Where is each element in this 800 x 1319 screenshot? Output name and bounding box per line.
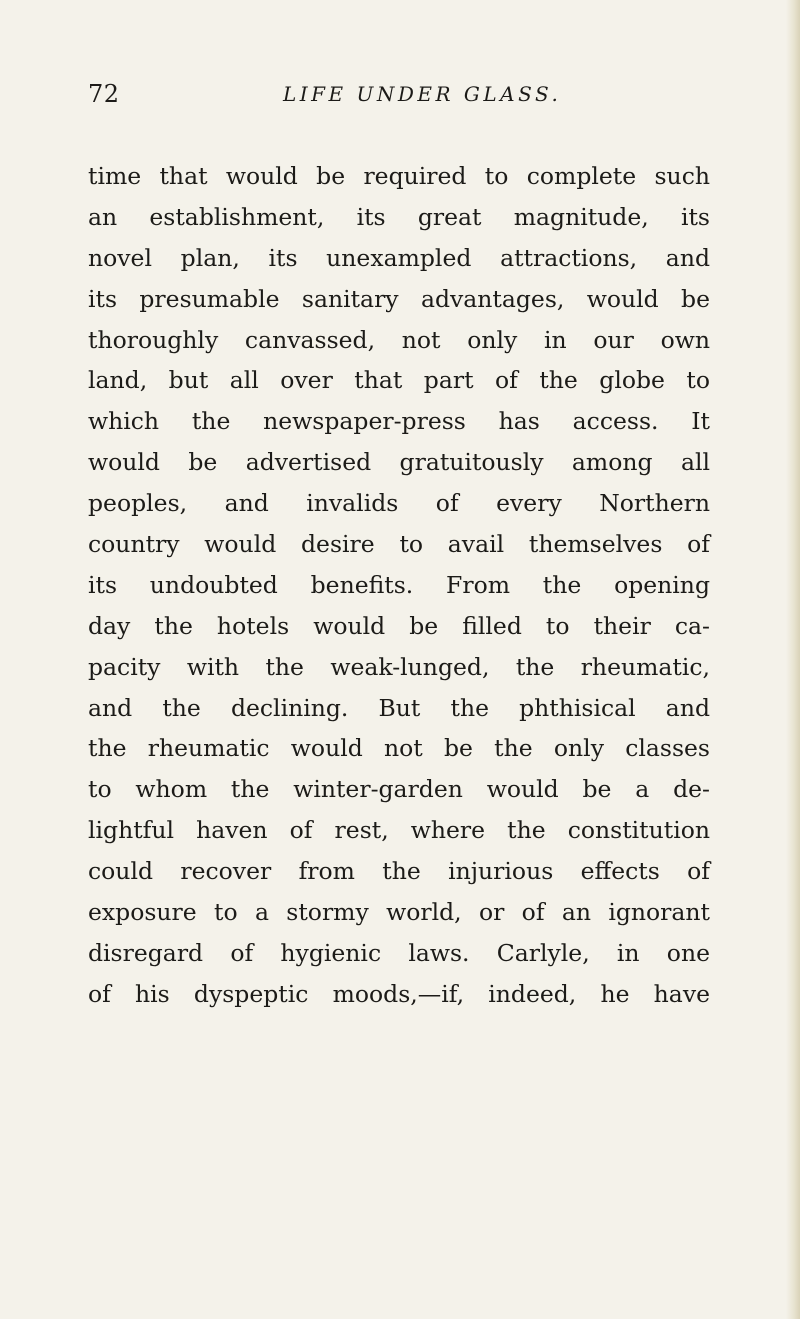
text-line: country would desire to avail themselves of — [88, 530, 710, 559]
text-line: day the hotels would be filled to their ca- — [88, 611, 710, 640]
text-line: its undoubted benefits. From the opening — [88, 570, 710, 599]
text-line: of his dyspeptic moods,—if, indeed, he have — [88, 979, 710, 1008]
text-line: time that would be required to complete such — [88, 162, 710, 190]
text-line: exposure to a stormy world, or of an ignorant — [88, 898, 710, 927]
text-line: lightful haven of rest, where the constitution — [88, 816, 710, 845]
text-line: an establishment, its great magnitude, its — [88, 202, 710, 231]
text-line: peoples, and invalids of every Northern — [88, 489, 710, 518]
text-line: its presumable sanitary advantages, would be — [88, 284, 710, 313]
text-line: would be advertised gratuitously among all — [88, 448, 710, 477]
text-line: the rheumatic would not be the only classes — [88, 734, 710, 763]
text-line: and the declining. But the phthisical and — [88, 693, 710, 722]
text-line: novel plan, its unexampled attractions, and — [88, 243, 710, 272]
text-line: disregard of hygienic laws. Carlyle, in one — [88, 938, 710, 967]
page-edge-shadow — [786, 0, 800, 1319]
body-text — [88, 156, 710, 1015]
text-line: pacity with the weak-lunged, the rheumatic, — [88, 652, 710, 681]
running-title: LIFE UNDER GLASS. — [283, 82, 562, 106]
text-line: land, but all over that part of the globe to — [88, 366, 710, 395]
text-line: could recover from the injurious effects of — [88, 857, 710, 886]
running-head — [88, 74, 738, 114]
page-number: 72 — [88, 80, 120, 108]
text-line: to whom the winter-garden would be a de- — [88, 775, 710, 804]
text-line: which the newspaper-press has access. It — [88, 407, 710, 436]
text-line: thoroughly canvassed, not only in our own — [88, 325, 710, 354]
